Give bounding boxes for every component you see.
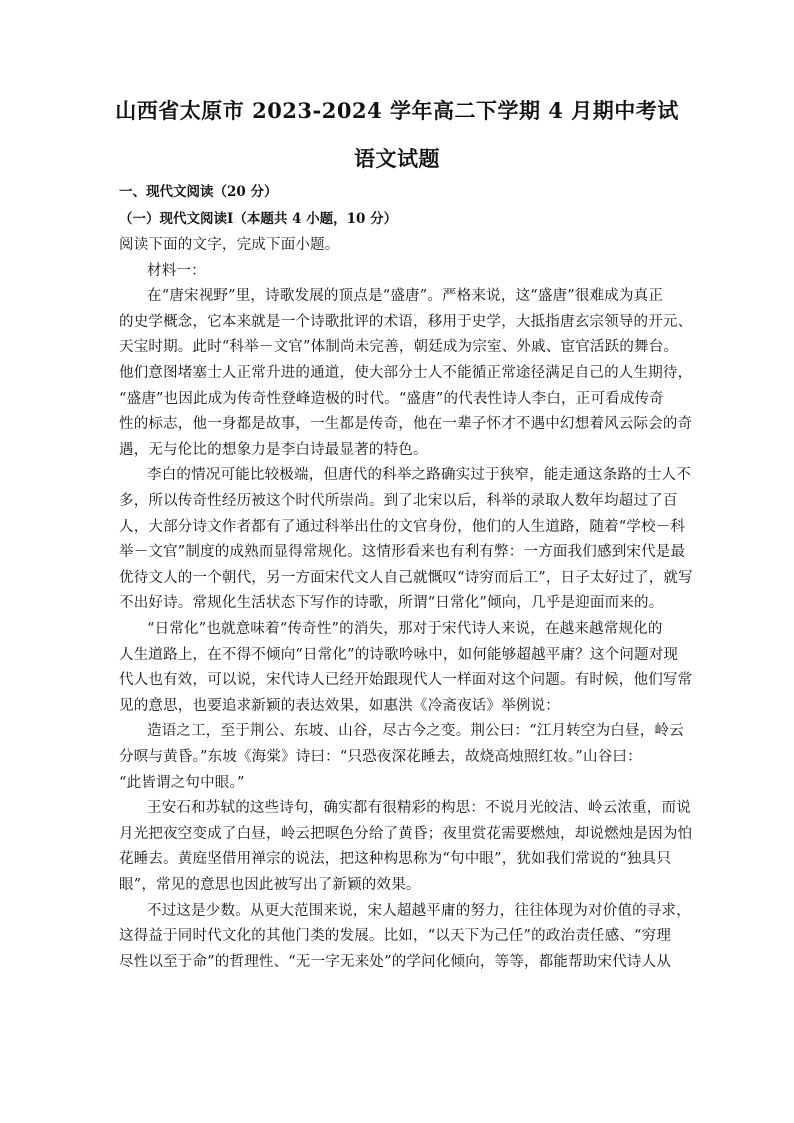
- passage-line: 眼”，常见的意思也因此被写出了新颖的效果。: [119, 877, 421, 893]
- passage-line: 在“唐宋视野”里，诗歌发展的顶点是“盛唐”。严格来说，这“盛唐”很难成为真正: [147, 288, 664, 305]
- passage-line: 这得益于同时代文化的其他门类的发展。比如，“以天下为己任”的政治责任感、“穷理: [119, 928, 672, 945]
- passage-line: 不出好诗。常规化生活状态下写作的诗歌，所谓“日常化”倾向，几乎是迎面而来的。: [119, 595, 664, 612]
- passage-line: 代人也有效，可以说，宋代诗人已经开始跟现代人一样面对这个问题。有时候，他们写常: [119, 672, 693, 689]
- passage-line: 阅读下面的文字，完成下面小题。: [119, 237, 340, 253]
- passage-line: 人，大部分诗文作者都有了通过科举出仕的文官身份，他们的人生道路，随着“学校－科: [119, 518, 686, 535]
- passage-line: 性的标志，他一身都是故事，一生都是传奇，他在一辈子怀才不遇中幻想着风云际会的奇: [119, 416, 693, 433]
- passage-line: 李白的情况可能比较极端，但唐代的科举之路确实过于狭窄，能走通这条路的士人不: [147, 467, 691, 484]
- passage-line: 天宝时期。此时“科举－文官”体制尚未完善，朝廷成为宗室、外戚、宦官活跃的舞台。: [119, 339, 679, 356]
- passage-line: 的史学概念，它本来就是一个诗歌批评的术语，移用于史学，大抵指唐玄宗领导的开元、: [119, 313, 693, 330]
- document-title: 山西省太原市 2023-2024 学年高二下学期 4 月期中考试: [115, 98, 679, 123]
- passage-line: 分暝与黄昏。”东坡《海棠》诗曰：“只恐夜深花睡去，故烧高烛照红妆。”山谷曰：: [119, 749, 642, 765]
- section-heading: 一、现代文阅读（20 分）: [119, 184, 278, 200]
- passage-line: 王安石和苏轼的这些诗句，确实都有很精彩的构思：不说月光皎洁、岭云浓重，而说: [147, 800, 691, 817]
- passage-line: “日常化”也就意味着“传奇性”的消失，那对于宋代诗人来说，在越来越常规化的: [147, 621, 663, 637]
- passage-line: 不过这是少数。从更大范围来说，宋人超越平庸的努力，往往体现为对价值的寻求，: [147, 902, 691, 919]
- subsection-heading: （一）现代文阅读Ⅰ（本题共 4 小题，10 分）: [119, 211, 398, 227]
- passage-line: “此皆谓之句中眼。”: [119, 774, 245, 791]
- document-subtitle: 语文试题: [354, 146, 440, 171]
- passage-line: 尽性以至于命”的哲理性、“无一字无来处”的学问化倾向，等等，都能帮助宋代诗人从: [119, 953, 672, 970]
- passage-line: 材料一：: [147, 262, 206, 279]
- passage-line: 月光把夜空变成了白昼，岭云把暝色分给了黄昏；夜里赏花需要燃烛，却说燃烛是因为怕: [119, 825, 693, 842]
- passage-line: 举－文官”制度的成熟而显得常规化。这情形看来也有利有弊：一方面我们感到宋代是最: [119, 544, 686, 561]
- passage-line: 优待文人的一个朝代，另一方面宋代文人自己就慨叹“诗穷而后工”，日子太好过了，就写: [119, 569, 693, 586]
- passage-line: “盛唐”也因此成为传奇性登峰造极的时代。“盛唐”的代表性诗人李白，正可看成传奇: [119, 390, 664, 407]
- passage-line: 花睡去。黄庭坚借用禅宗的说法，把这种构思称为“句中眼”，犹如我们常说的“独具只: [119, 851, 672, 868]
- passage-line: 造语之工，至于荆公、东坡、山谷，尽古今之变。荆公曰：“江月转空为白昼，岭云: [147, 723, 684, 740]
- passage-line: 人生道路上，在不得不倾向“日常化”的诗歌吟咏中，如何能够超越平庸？这个问题对现: [119, 646, 679, 663]
- passage-line: 遇，无与伦比的想象力是李白诗最显著的特色。: [119, 441, 428, 458]
- passage-line: 见的意思，也要追求新颖的表达效果，如惠洪《冷斋夜话》举例说：: [119, 697, 560, 714]
- passage-line: 多，所以传奇性经历被这个时代所崇尚。到了北宋以后，科举的录取人数年均超过了百: [119, 493, 678, 509]
- passage-line: 他们意图堵塞士人正常升进的通道，使大部分士人不能循正常途径满足自己的人生期待，: [119, 365, 693, 381]
